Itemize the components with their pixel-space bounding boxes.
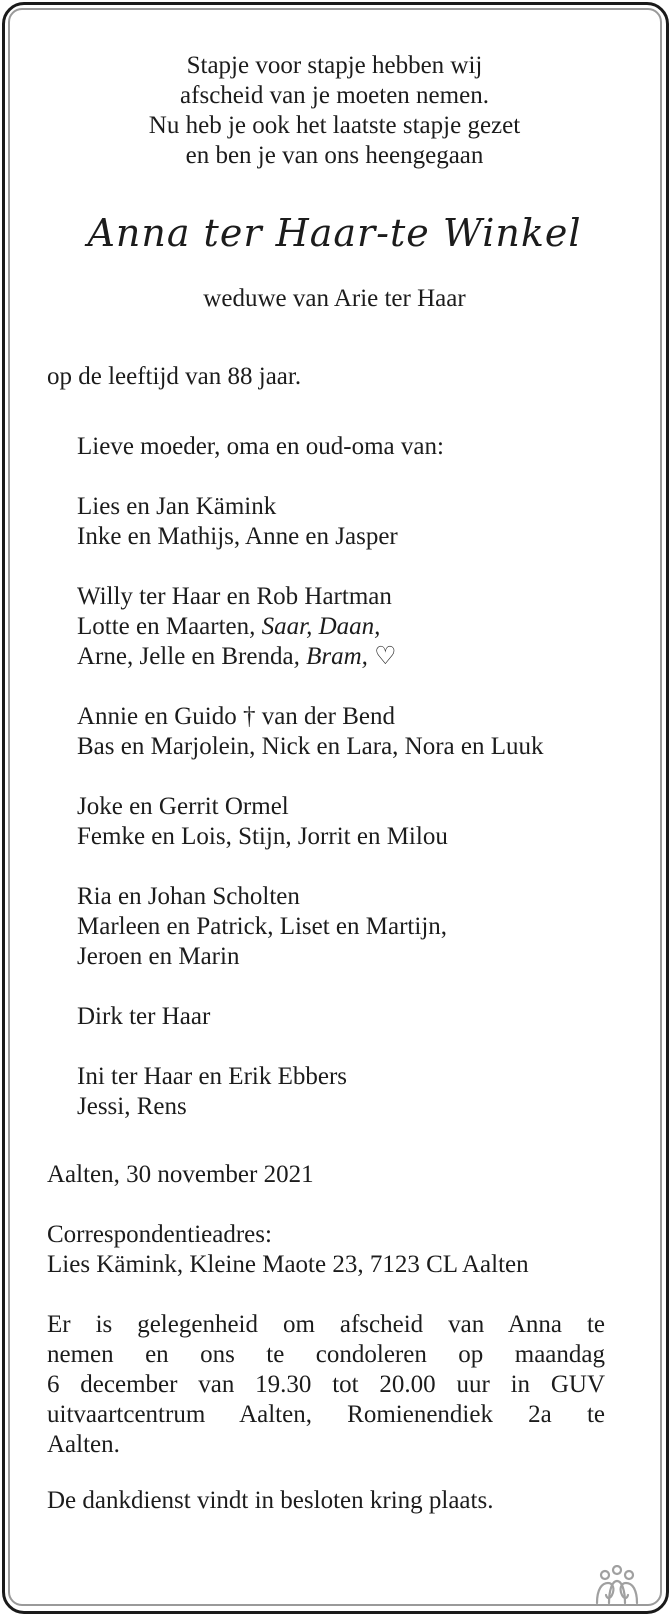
place-and-date: Aalten, 30 november 2021 <box>47 1161 314 1188</box>
family-line: Ini ter Haar en Erik Ebbers <box>77 1063 348 1090</box>
visitation-info <box>47 1310 605 1460</box>
correspondence-address-line: Lies Kämink, Kleine Maote 23, 7123 CL Aalten <box>47 1251 529 1278</box>
poem-line: Nu heb je ook het laatste stapje gezet <box>148 112 521 139</box>
closing-note: De dankdienst vindt in besloten kring plaats. <box>47 1487 494 1514</box>
family-line <box>77 642 637 672</box>
family-line: Inke en Mathijs, Anne en Jasper <box>77 523 398 550</box>
family-line: Femke en Lois, Stijn, Jorrit en Milou <box>77 823 448 850</box>
opening-poem <box>0 51 669 171</box>
widow-of-line: weduwe van Arie ter Haar <box>203 285 466 312</box>
visitation-line: Er is gelegenheid om afscheid van Anna te <box>47 1311 605 1338</box>
heart-icon: ♡ <box>367 643 397 670</box>
family-line: Jessi, Rens <box>77 1093 187 1120</box>
family-group <box>77 492 637 552</box>
family-line: Bas en Marjolein, Nick en Lara, Nora en Luuk <box>77 733 544 760</box>
great-grandchildren-names: , Bram, <box>293 643 368 670</box>
poem-line: afscheid van je moeten nemen. <box>180 82 489 109</box>
family-list <box>77 432 637 1122</box>
family-line: Joke en Gerrit Ormel <box>77 793 289 820</box>
family-line: Lies en Jan Kämink <box>77 493 277 520</box>
family-group <box>77 702 637 762</box>
family-line: Marleen en Patrick, Liset en Martijn, <box>77 913 448 940</box>
visitation-line: nemen en ons te condoleren op maandag <box>47 1341 605 1368</box>
family-line: Jeroen en Marin <box>77 943 240 970</box>
family-line <box>77 612 637 642</box>
family-names: Lotte en Maarten <box>77 613 250 640</box>
family-names: Arne, Jelle en Brenda <box>77 643 294 670</box>
poem-line: Stapje voor stapje hebben wij <box>186 52 483 79</box>
poem-line: en ben je van ons heengegaan <box>185 142 484 169</box>
family-group <box>77 792 637 852</box>
age-line: op de leeftijd van 88 jaar. <box>47 363 302 390</box>
family-group <box>77 1062 637 1122</box>
family-line: Dirk ter Haar <box>77 1003 211 1030</box>
great-grandchildren-names: , Saar, Daan, <box>249 613 381 640</box>
visitation-line: 6 december van 19.30 tot 20.00 uur in GUV <box>47 1371 605 1398</box>
family-line: Willy ter Haar en Rob Hartman <box>77 583 392 610</box>
family-group <box>77 582 637 672</box>
visitation-line: Aalten. <box>47 1431 120 1458</box>
family-intro: Lieve moeder, oma en oud-oma van: <box>77 433 444 460</box>
correspondence-label: Correspondentieadres: <box>47 1221 272 1248</box>
family-group <box>77 882 637 972</box>
people-group-icon <box>594 1565 640 1605</box>
correspondence-address <box>47 1220 529 1280</box>
family-line: Annie en Guido † van der Bend <box>77 703 395 730</box>
deceased-name: Anna ter Haar-te Winkel <box>87 211 582 255</box>
family-group <box>77 1002 637 1032</box>
visitation-line: uitvaartcentrum Aalten, Romienendiek 2a te <box>47 1401 605 1428</box>
family-line: Ria en Johan Scholten <box>77 883 300 910</box>
